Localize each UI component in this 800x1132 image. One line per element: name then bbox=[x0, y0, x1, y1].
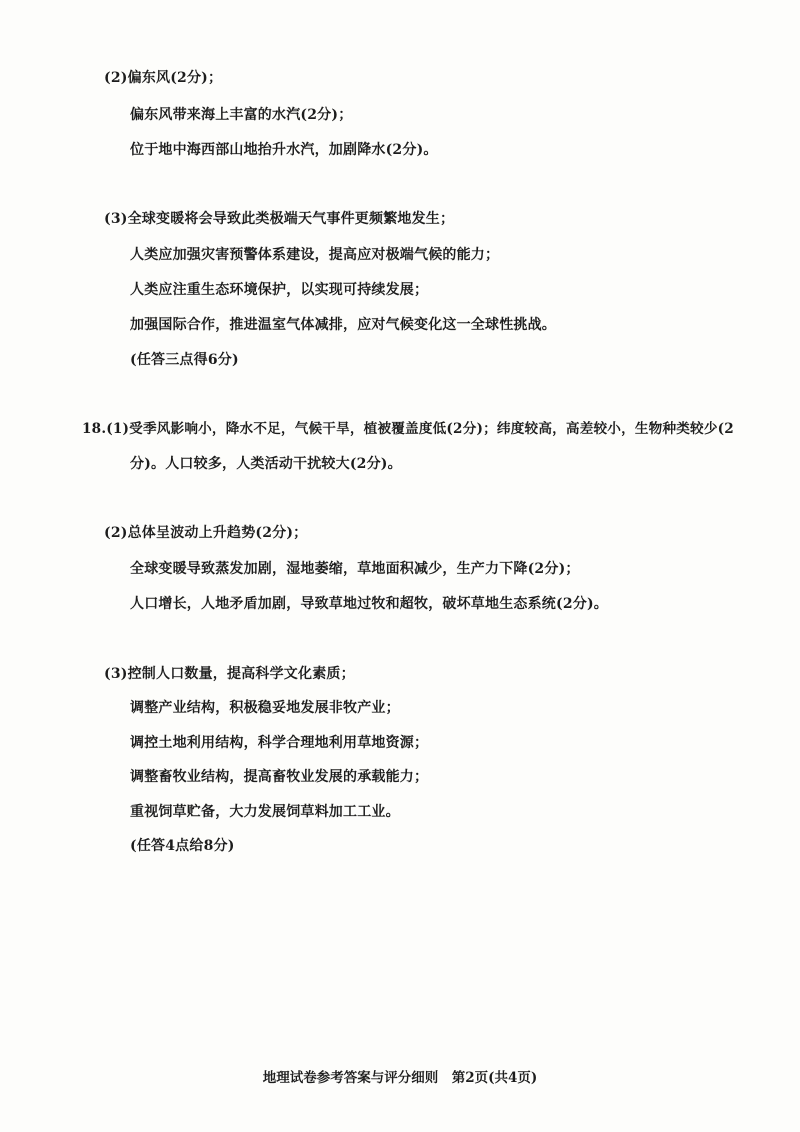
q18-3-point-2: 调控土地利用结构，科学合理地利用草地资源； bbox=[130, 735, 429, 751]
q17-3-heading: (3)全球变暖将会导致此类极端天气事件更频繁地发生； bbox=[104, 211, 455, 227]
page-footer: 地理试卷参考答案与评分细则 第2页(共4页) bbox=[262, 1070, 538, 1086]
q17-3-point-2: 人类应注重生态环境保护，以实现可持续发展； bbox=[130, 282, 429, 298]
q18-3-point-1: 调整产业结构，积极稳妥地发展非牧产业； bbox=[130, 700, 400, 716]
q17-2-point-2: 位于地中海西部山地抬升水汽，加剧降水(2分)。 bbox=[130, 142, 438, 158]
q18-3-heading: (3)控制人口数量，提高科学文化素质； bbox=[104, 666, 355, 682]
q17-3-point-1: 人类应加强灾害预警体系建设，提高应对极端气候的能力； bbox=[130, 247, 500, 263]
q17-2-heading: (2)偏东风(2分)； bbox=[104, 70, 223, 86]
q18-2-heading: (2)总体呈波动上升趋势(2分)； bbox=[104, 525, 308, 541]
q17-3-point-3: 加强国际合作，推进温室气体减排，应对气候变化这一全球性挑战。 bbox=[130, 317, 556, 333]
q17-3-scoring-note: (任答三点得6分) bbox=[130, 352, 239, 368]
q18-2-point-2: 人口增长，人地矛盾加剧，导致草地过牧和超牧，破坏草地生态系统(2分)。 bbox=[130, 596, 608, 612]
q17-2-point-1: 偏东风带来海上丰富的水汽(2分)； bbox=[130, 107, 353, 123]
q18-2-point-1: 全球变暖导致蒸发加剧，湿地萎缩，草地面积减少，生产力下降(2分)； bbox=[130, 561, 580, 577]
q18-3-scoring-note: (任答4点给8分) bbox=[130, 838, 235, 854]
q18-3-point-4: 重视饲草贮备，大力发展饲草料加工工业。 bbox=[130, 804, 400, 820]
q18-1-line-1: 18.(1)受季风影响小，降水不足，气候干旱，植被覆盖度低(2分)；纬度较高，高差较小，生物种类较少(2 bbox=[82, 421, 734, 437]
q18-1-line-2: 分)。人口较多，人类活动干扰较大(2分)。 bbox=[130, 456, 402, 472]
q18-3-point-3: 调整畜牧业结构，提高畜牧业发展的承载能力； bbox=[130, 769, 429, 785]
